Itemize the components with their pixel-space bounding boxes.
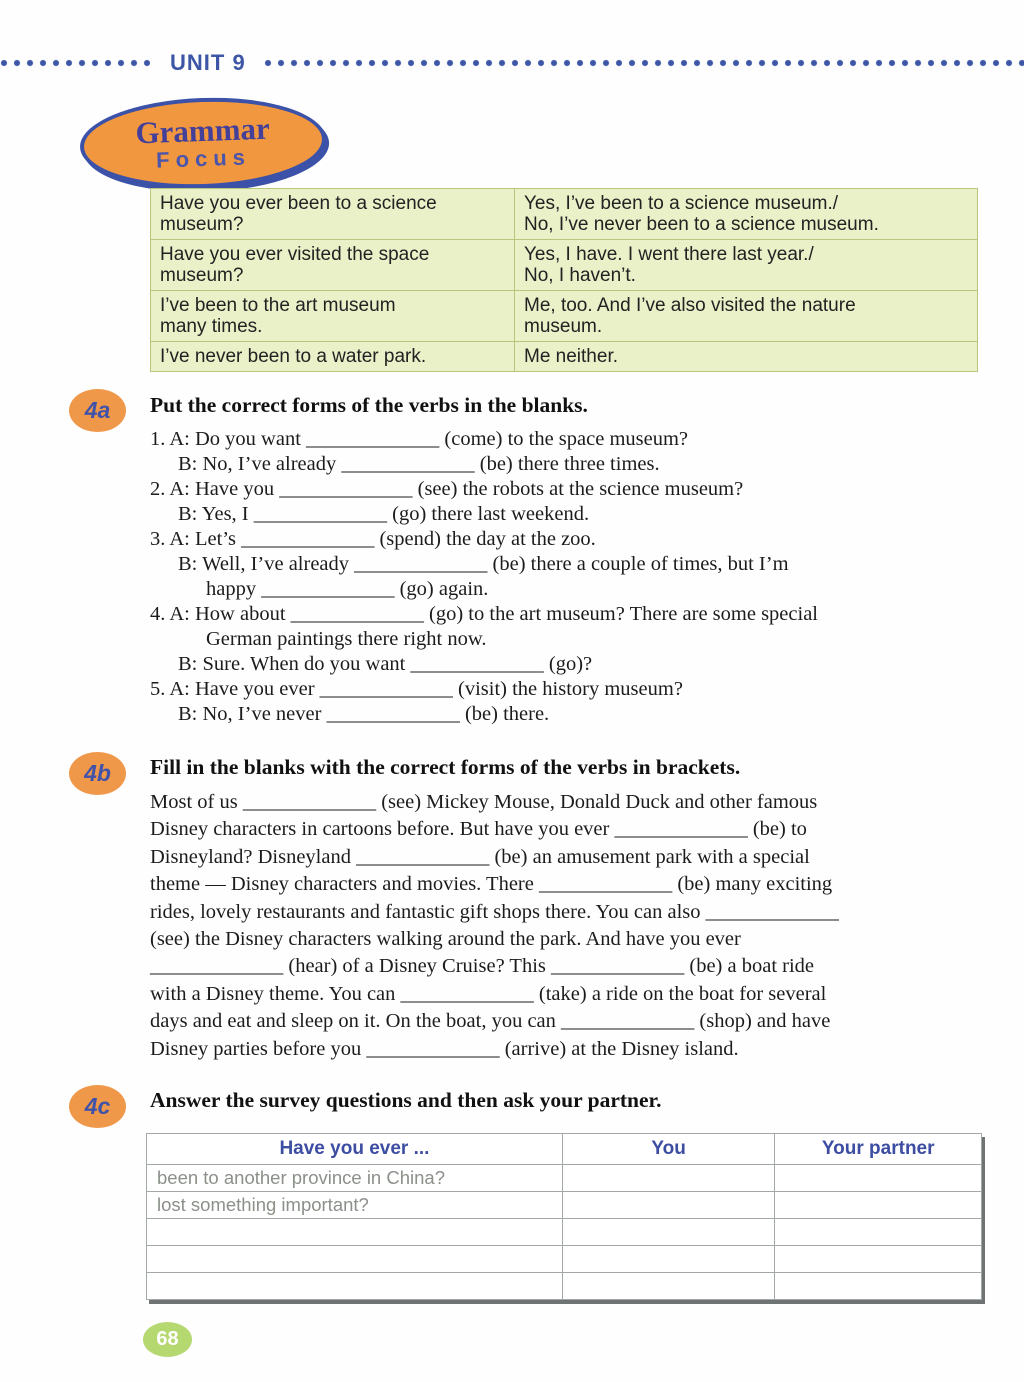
grammar-focus-title-line1: Grammar: [134, 110, 271, 151]
survey-header-row: [147, 1134, 982, 1165]
exercise-4b-paragraph: [150, 789, 995, 1063]
section-4b-badge: 4b: [69, 752, 126, 795]
survey-row: [147, 1273, 982, 1300]
paragraph-line: _____________ (hear) of a Disney Cruise? This _____________ (be) a boat ride: [150, 955, 815, 978]
survey-header-question: Have you ever ...: [147, 1134, 563, 1165]
grammar-statement: I’ve been to the art museum many times.: [151, 291, 515, 342]
survey-answer-partner: [775, 1273, 982, 1300]
survey-row: [147, 1219, 982, 1246]
dialog-line: 4. A: How about _____________ (go) to the art museum? There are some special: [150, 603, 818, 625]
dialog-line: B: Well, I’ve already _____________ (be) there a couple of times, but I’m: [178, 553, 789, 575]
paragraph-line: (see) the Disney characters walking around the park. And have you ever: [150, 928, 741, 951]
table-row: [151, 189, 978, 240]
grammar-focus-table: [150, 188, 978, 372]
dialog-line: B: No, I’ve never _____________ (be) there.: [178, 703, 550, 725]
survey-question: [147, 1273, 563, 1300]
paragraph-line: rides, lovely restaurants and fantastic gift shops there. You can also _____________: [150, 900, 839, 923]
grammar-response: Yes, I’ve been to a science museum./ No, I’ve never been to a science museum.: [515, 189, 978, 240]
table-row: [151, 291, 978, 342]
grammar-response: Me, too. And I’ve also visited the nature museum.: [515, 291, 978, 342]
table-row: [151, 240, 978, 291]
grammar-statement: I’ve never been to a water park.: [151, 342, 515, 372]
survey-question: been to another province in China?: [147, 1165, 563, 1192]
table-row: [151, 342, 978, 372]
survey-answer-partner: [775, 1219, 982, 1246]
survey-table: [146, 1133, 982, 1300]
survey-answer-you: [562, 1219, 775, 1246]
dialog-line: happy _____________ (go) again.: [206, 578, 489, 600]
dotted-rule-right: [264, 59, 1024, 67]
survey-row: [147, 1165, 982, 1192]
survey-row: [147, 1246, 982, 1273]
grammar-statement: Have you ever visited the space museum?: [151, 240, 515, 291]
section-4a-badge: 4a: [69, 389, 126, 432]
unit-title: UNIT 9: [170, 50, 246, 75]
survey-header-partner: Your partner: [775, 1134, 982, 1165]
section-4a-heading: Put the correct forms of the verbs in the blanks.: [150, 393, 588, 417]
paragraph-line: Disneyland? Disneyland _____________ (be) an amusement park with a special: [150, 845, 810, 868]
survey-answer-you: [562, 1192, 775, 1219]
survey-answer-you: [562, 1273, 775, 1300]
dialog-line: 2. A: Have you _____________ (see) the robots at the science museum?: [150, 478, 744, 500]
survey-question: [147, 1219, 563, 1246]
dialog-line: 1. A: Do you want _____________ (come) to the space museum?: [150, 428, 689, 450]
dialog-line: 3. A: Let’s _____________ (spend) the day at the zoo.: [150, 528, 596, 550]
survey-answer-partner: [775, 1192, 982, 1219]
section-4c-badge: 4c: [69, 1085, 126, 1128]
survey-answer-partner: [775, 1246, 982, 1273]
survey-question: lost something important?: [147, 1192, 563, 1219]
page-number-badge: 68: [143, 1322, 192, 1357]
survey-answer-you: [562, 1165, 775, 1192]
paragraph-line: Disney parties before you _____________ (arrive) at the Disney island.: [150, 1037, 739, 1060]
section-4c-heading: Answer the survey questions and then ask your partner.: [150, 1088, 662, 1112]
dotted-rule-left: [0, 59, 152, 67]
unit-header: [0, 50, 1024, 76]
survey-question: [147, 1246, 563, 1273]
grammar-focus-badge: [79, 94, 328, 193]
grammar-response: Me neither.: [515, 342, 978, 372]
paragraph-line: Most of us _____________ (see) Mickey Mouse, Donald Duck and other famous: [150, 791, 818, 813]
paragraph-line: theme — Disney characters and movies. There _____________ (be) many exciting: [150, 873, 833, 896]
grammar-focus-title-line2: Focus: [155, 144, 252, 173]
grammar-statement: Have you ever been to a science museum?: [151, 189, 515, 240]
survey-header-you: You: [562, 1134, 775, 1165]
survey-answer-you: [562, 1246, 775, 1273]
dialog-line: B: Yes, I _____________ (go) there last weekend.: [178, 503, 590, 525]
dialog-line: German paintings there right now.: [206, 628, 487, 650]
survey-row: [147, 1192, 982, 1219]
survey-answer-partner: [775, 1165, 982, 1192]
paragraph-line: with a Disney theme. You can _____________ (take) a ride on the boat for several: [150, 982, 827, 1005]
grammar-response: Yes, I have. I went there last year./ No, I haven’t.: [515, 240, 978, 291]
exercise-4a-dialog: [150, 427, 990, 727]
dialog-line: B: No, I’ve already _____________ (be) there three times.: [178, 453, 660, 475]
dialog-line: 5. A: Have you ever _____________ (visit) the history museum?: [150, 678, 683, 700]
paragraph-line: Disney characters in cartoons before. But have you ever _____________ (be) to: [150, 818, 807, 841]
section-4b-heading: Fill in the blanks with the correct forms of the verbs in brackets.: [150, 755, 741, 779]
paragraph-line: days and eat and sleep on it. On the boat, you can _____________ (shop) and have: [150, 1010, 831, 1033]
dialog-line: B: Sure. When do you want _____________ (go)?: [178, 653, 593, 675]
